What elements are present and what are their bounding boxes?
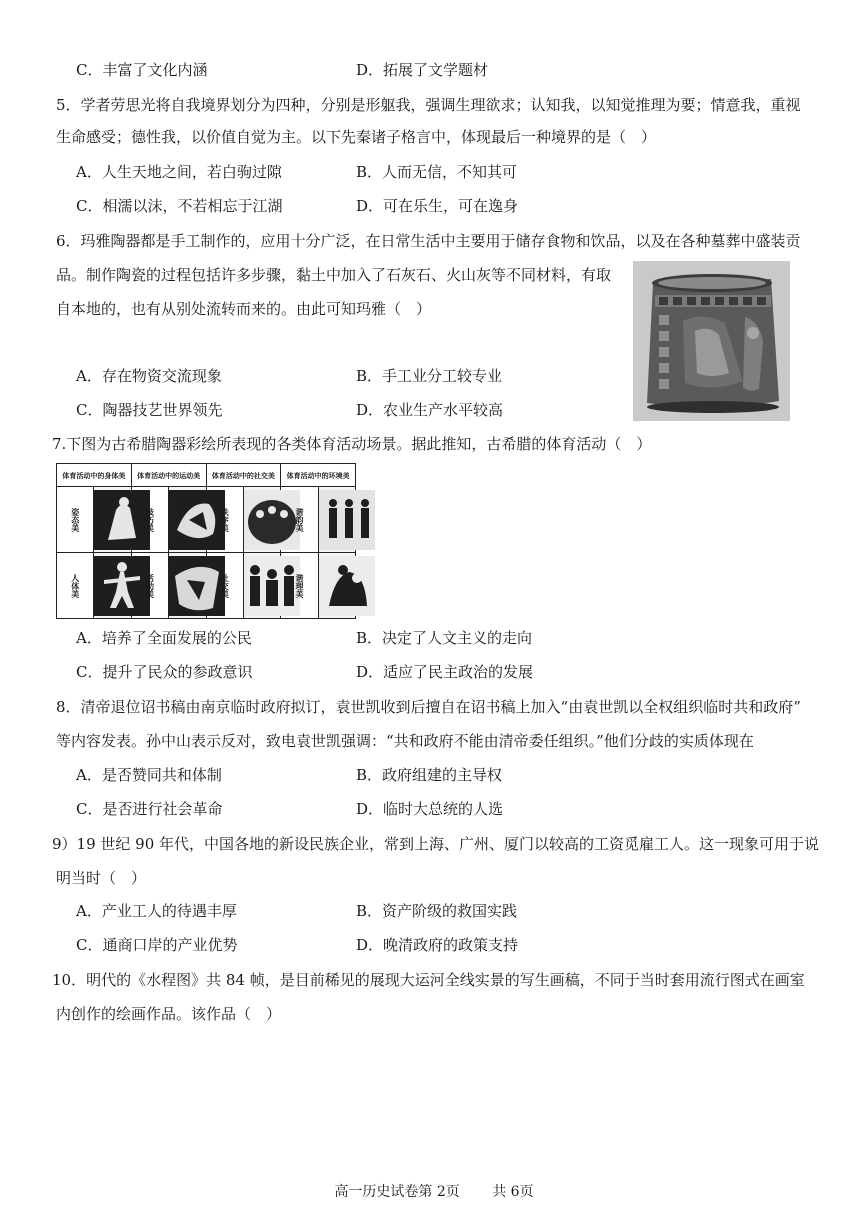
q10-stem-line2: 内创作的绘画作品。该作品（ ） — [56, 1005, 282, 1023]
row2-label-3: 社交美 — [206, 553, 243, 619]
vase-painting-order — [243, 487, 280, 553]
row2-label-1: 人体美 — [57, 553, 94, 619]
footer-page-number: 高一历史试卷第 2页 — [334, 1184, 460, 1200]
vase-painting-harmony — [318, 487, 355, 553]
row2-label-4: 谐理美 — [281, 553, 318, 619]
vase-painting-posture — [94, 487, 131, 553]
q9-option-d[interactable]: D．晚清政府的政策支持 — [356, 936, 519, 954]
q7-option-c[interactable]: C．提升了民众的参政意识 — [76, 663, 253, 681]
q10-stem-line1: 10．明代的《水程图》共 84 帧，是目前稀见的展现大运河全线实景的写生画稿，不同于当时套用流行图式在画室 — [52, 971, 805, 989]
row1-label-2: 技巧美 — [131, 487, 168, 553]
q9-option-a[interactable]: A．产业工人的待遇丰厚 — [76, 902, 237, 920]
q5-option-c[interactable]: C．相濡以沫，不若相忘于江湖 — [76, 197, 283, 215]
q9-option-c[interactable]: C．通商口岸的产业优势 — [76, 936, 238, 954]
row1-label-1: 姿态美 — [57, 487, 94, 553]
row1-label-3: 秩序美 — [206, 487, 243, 553]
q6-stem-line3: 自本地的，也有从别处流转而来的。由此可知玛雅（ ） — [56, 300, 432, 318]
vase-painting-body — [94, 553, 131, 619]
page-footer — [0, 1183, 868, 1201]
q8-option-b[interactable]: B．政府组建的主导权 — [356, 766, 503, 784]
vase-painting-activity — [169, 553, 206, 619]
q8-option-c[interactable]: C．是否进行社会革命 — [76, 800, 223, 818]
q5-stem-line2: 生命感受；德性我，以价值自觉为主。以下先秦诸子格言中，体现最后一种境界的是（ ） — [56, 128, 657, 146]
greek-sports-figure — [56, 463, 356, 618]
vase-painting-social — [243, 553, 280, 619]
q9-stem-line2: 明当时（ ） — [56, 869, 147, 887]
q9-stem-line1: 9）19 世纪 90 年代，中国各地的新设民族企业，常到上海、广州、厦门以较高的工资觅雇工人。这一现象可用于说 — [52, 835, 820, 853]
q7-option-d[interactable]: D．适应了民主政治的发展 — [356, 663, 534, 681]
vase-painting-reason — [318, 553, 355, 619]
q8-option-a[interactable]: A．是否赞同共和体制 — [76, 766, 222, 784]
q5-option-a[interactable]: A．人生天地之间，若白驹过隙 — [76, 163, 282, 181]
q8-stem-line1: 8．清帝退位诏书稿由南京临时政府拟订，袁世凯收到后擅自在诏书稿上加入“由袁世凯以全权组织临时共和政府” — [56, 698, 801, 716]
q8-stem-line2: 等内容发表。孙中山表示反对，致电袁世凯强调：“共和政府不能由清帝委任组织。”他们分歧的实质体现在 — [56, 732, 754, 750]
q6-option-c[interactable]: C．陶器技艺世界领先 — [76, 401, 223, 419]
q9-option-b[interactable]: B．资产阶级的救国实践 — [356, 902, 518, 920]
vase-painting-skill — [169, 487, 206, 553]
q4-option-c[interactable]: C．丰富了文化内涵 — [76, 61, 208, 79]
q7-stem-line1: 7.下图为古希腊陶器彩绘所表现的各类体育活动场景。据此推知，古希腊的体育活动（ ） — [52, 435, 652, 453]
header-social-beauty: 体育活动中的社交美 — [206, 464, 281, 487]
q5-stem-line1: 5．学者劳思光将自我境界划分为四种，分别是形躯我，强调生理欲求；认知我，以知觉推理为要；情意我，重视 — [56, 96, 801, 114]
q6-option-b[interactable]: B．手工业分工较专业 — [356, 367, 503, 385]
q4-option-d[interactable]: D．拓展了文学题材 — [356, 61, 489, 79]
q8-option-d[interactable]: D．临时大总统的人选 — [356, 800, 504, 818]
header-body-beauty: 体育活动中的身体美 — [57, 464, 132, 487]
header-motion-beauty: 体育活动中的运动美 — [131, 464, 206, 487]
q6-option-a[interactable]: A．存在物资交流现象 — [76, 367, 222, 385]
q5-option-b[interactable]: B．人而无信，不知其可 — [356, 163, 518, 181]
row2-label-2: 活动美 — [131, 553, 168, 619]
row1-label-4: 谐韵美 — [281, 487, 318, 553]
q5-option-d[interactable]: D．可在乐生，可在逸身 — [356, 197, 519, 215]
q7-option-a[interactable]: A．培养了全面发展的公民 — [76, 629, 252, 647]
q6-option-d[interactable]: D．农业生产水平较高 — [356, 401, 504, 419]
maya-pottery-image — [633, 261, 790, 421]
q6-stem-line1: 6．玛雅陶器都是手工制作的，应用十分广泛，在日常生活中主要用于储存食物和饮品，以及在各种墓葬中盛装贡 — [56, 232, 801, 250]
footer-total-pages: 共 6页 — [492, 1184, 534, 1200]
greek-sports-table — [56, 463, 356, 619]
q6-stem-line2: 品。制作陶瓷的过程包括许多步骤，黏土中加入了石灰石、火山灰等不同材料，有取 — [56, 266, 612, 284]
header-environment-beauty: 体育活动中的环境美 — [281, 464, 356, 487]
q7-option-b[interactable]: B．决定了人文主义的走向 — [356, 629, 533, 647]
